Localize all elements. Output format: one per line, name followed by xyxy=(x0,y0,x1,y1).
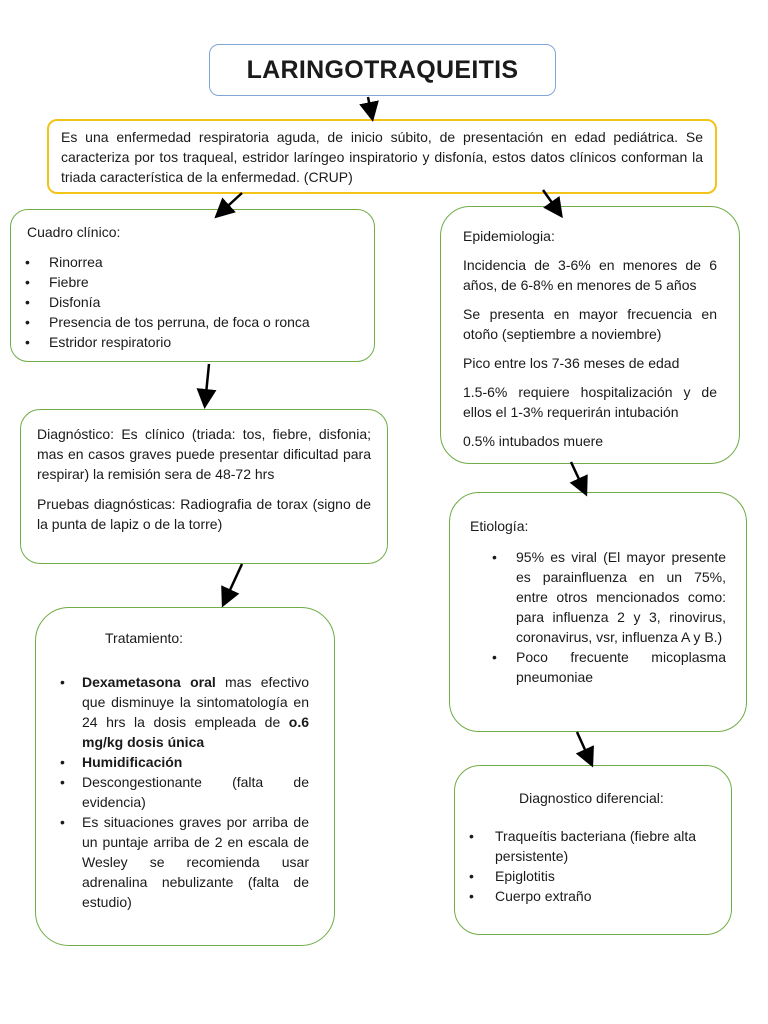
tratamiento-heading: Tratamiento: xyxy=(105,630,184,646)
epidemiologia-heading: Epidemiologia: xyxy=(463,228,555,244)
list-item: • Descongestionante (falta de evidencia) xyxy=(58,772,309,812)
diagnostico-diferencial-box xyxy=(454,765,732,935)
tratamiento-box xyxy=(35,607,335,946)
list-item xyxy=(58,672,309,752)
epidemiologia-hospitalizacion: 1.5-6% requiere hospitalización y de ellos el 1-3% requerirán intubación xyxy=(463,384,717,420)
list-item xyxy=(58,752,309,772)
list-item: • Disfonía xyxy=(11,292,358,312)
list-item: • Fiebre xyxy=(11,272,358,292)
list-item: • Traqueítis bacteriana (fiebre alta persistente) xyxy=(455,826,717,866)
title-box xyxy=(209,44,556,96)
epidemiologia-box xyxy=(440,206,740,464)
epidemiologia-pico: Pico entre los 7-36 meses de edad xyxy=(463,355,680,371)
diagnostico-text: Diagnóstico: Es clínico (triada: tos, fiebre, disfonia; mas en casos graves puede presentar dificultad para respirar) la remisión sera de 48-72 hrs xyxy=(37,426,371,482)
list-item: • 95% es viral (El mayor presente es parainfluenza en un 75%, entre otros mencionados como: para influenza 2 y 3, rinovirus, coronavirus, vsr, influenza A y B.) xyxy=(478,547,726,647)
diagnostico-diferencial-heading: Diagnostico diferencial: xyxy=(519,790,664,806)
diagnostico-box xyxy=(20,409,388,564)
arrow-title-to-definition xyxy=(368,97,372,117)
cuadro-clinico-list xyxy=(11,252,358,352)
arrow-etiologia-to-diferencial xyxy=(577,732,591,763)
definition-box xyxy=(47,119,717,194)
etiologia-box xyxy=(449,492,747,732)
epidemiologia-frecuencia: Se presenta en mayor frecuencia en otoño (septiembre a noviembre) xyxy=(463,306,717,342)
list-item: • Rinorrea xyxy=(11,252,358,272)
definition-text: Es una enfermedad respiratoria aguda, de inicio súbito, de presentación en edad pediátrica. Se caracteriza por tos traqueal, estridor laríngeo inspiratorio y disfonía, estos datos clínicos conforman la triada característica de la enfermedad. (CRUP) xyxy=(61,129,703,185)
dexametasona-label: Dexametasona oral xyxy=(82,674,216,690)
diagnostico-diferencial-list xyxy=(455,826,717,906)
cuadro-clinico-heading: Cuadro clínico: xyxy=(27,224,121,240)
list-item: • Es situaciones graves por arriba de un puntaje arriba de 2 en escala de Wesley se recomienda usar adrenalina nebulizante (falta de estudio) xyxy=(58,812,309,912)
tratamiento-list xyxy=(58,672,309,912)
cuadro-clinico-box xyxy=(10,209,375,362)
epidemiologia-mortalidad: 0.5% intubados muere xyxy=(463,433,604,449)
list-item: • Cuerpo extraño xyxy=(455,886,717,906)
etiologia-heading: Etiología: xyxy=(470,518,529,534)
dosis-label: o.6 mg/kg dosis única xyxy=(82,714,309,750)
list-item: • Epiglotitis xyxy=(455,866,717,886)
pruebas-diagnosticas-text: Pruebas diagnósticas: Radiografia de torax (signo de la punta de lapiz o de la torre) xyxy=(37,496,371,532)
dexametasona-text: mas efectivo que disminuye la sintomatología en 24 hrs la dosis empleada de xyxy=(82,674,309,730)
arrow-diagnostico-to-tratamiento xyxy=(224,564,242,603)
humidificacion-label: Humidificación xyxy=(82,754,183,770)
page-title: LARINGOTRAQUEITIS xyxy=(246,55,519,84)
arrow-epidemiologia-to-etiologia xyxy=(571,462,585,492)
list-item: • Presencia de tos perruna, de foca o ronca xyxy=(11,312,358,332)
arrow-cuadro-to-diagnostico xyxy=(205,364,209,404)
etiologia-list xyxy=(478,547,726,687)
epidemiologia-incidencia: Incidencia de 3-6% en menores de 6 años, de 6-8% en menores de 5 años xyxy=(463,257,717,293)
list-item: • Poco frecuente micoplasma pneumoniae xyxy=(478,647,726,687)
list-item: • Estridor respiratorio xyxy=(11,332,358,352)
